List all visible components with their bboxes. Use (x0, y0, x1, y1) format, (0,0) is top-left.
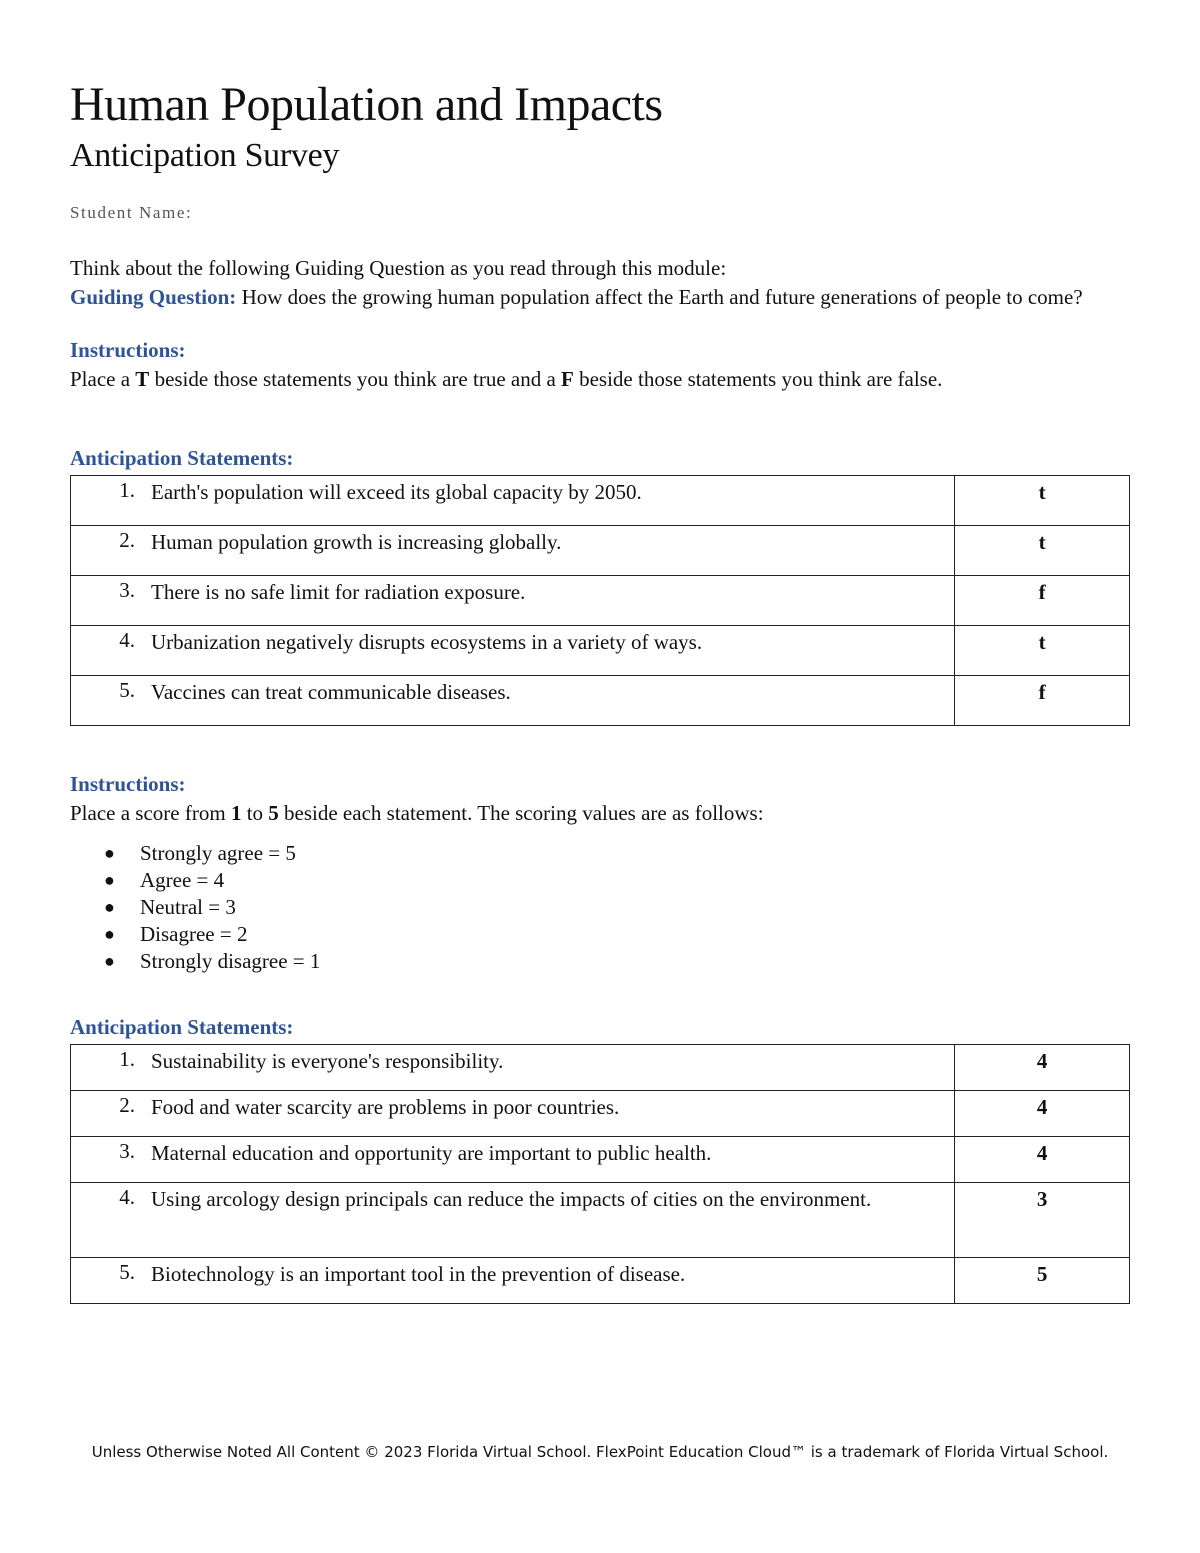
answer-cell[interactable]: 3 (955, 1183, 1130, 1258)
statement-text: Vaccines can treat communicable diseases. (151, 680, 511, 704)
bullet-icon: ● (104, 951, 115, 971)
instructions-text-1 (70, 365, 1130, 394)
guiding-intro: Think about the following Guiding Question as you read through this module: (70, 256, 727, 280)
statement-number: 1. (119, 1047, 135, 1071)
statement (71, 578, 946, 607)
instr1-part: beside those statements you think are false. (573, 367, 943, 391)
instr1-bold-f: F (561, 367, 574, 391)
answer-cell[interactable]: t (955, 476, 1130, 526)
table-row (71, 626, 1130, 676)
answer-cell[interactable]: t (955, 526, 1130, 576)
list-item (70, 948, 1130, 975)
instr2-part: to (241, 801, 269, 825)
statements-heading-1: Anticipation Statements: (70, 446, 294, 470)
list-item (70, 867, 1130, 894)
statements-heading-2: Anticipation Statements: (70, 1015, 294, 1039)
statement-cell (71, 1258, 955, 1304)
guiding-question (70, 283, 1130, 312)
statement-text: Maternal education and opportunity are important to public health. (151, 1141, 712, 1165)
score-label: Strongly agree = 5 (140, 841, 296, 865)
table-row (71, 1137, 1130, 1183)
table-row (71, 676, 1130, 726)
statement-cell (71, 1137, 955, 1183)
table-row (71, 1091, 1130, 1137)
statement (71, 628, 946, 657)
statement-number: 5. (119, 1260, 135, 1284)
true-false-table (70, 475, 1130, 726)
footer-copyright: Unless Otherwise Noted All Content © 2023 Florida Virtual School. FlexPoint Education Cloud™ is a trademark of Florida Virtual School. (91, 1443, 1109, 1461)
table-row (71, 526, 1130, 576)
statement-text: Human population growth is increasing globally. (151, 530, 562, 554)
instructions-heading-1: Instructions: (70, 338, 186, 362)
table-row (71, 476, 1130, 526)
answer-cell[interactable]: 4 (955, 1045, 1130, 1091)
document-title: Human Population and Impacts (70, 78, 663, 131)
statement-cell (71, 1045, 955, 1091)
table-row (71, 576, 1130, 626)
score-label: Strongly disagree = 1 (140, 949, 321, 973)
statement-text: Sustainability is everyone's responsibility. (151, 1049, 504, 1073)
guiding-question-label: Guiding Question: (70, 285, 237, 309)
statement-number: 4. (119, 628, 135, 652)
statement (71, 1185, 946, 1214)
score-table (70, 1044, 1130, 1304)
instr2-part: beside each statement. The scoring values are as follows: (278, 801, 764, 825)
statement-number: 1. (119, 478, 135, 502)
list-item (70, 894, 1130, 921)
answer-cell[interactable]: f (955, 676, 1130, 726)
bullet-icon: ● (104, 870, 115, 890)
statement (71, 1260, 946, 1289)
statement-cell (71, 1183, 955, 1258)
statement-number: 4. (119, 1185, 135, 1209)
instructions-text-2 (70, 799, 1130, 828)
statement-cell (71, 476, 955, 526)
statement-text: Earth's population will exceed its global capacity by 2050. (151, 480, 642, 504)
instr1-part: Place a (70, 367, 136, 391)
statement (71, 1139, 946, 1168)
statement-number: 5. (119, 678, 135, 702)
answer-cell[interactable]: 4 (955, 1091, 1130, 1137)
statement (71, 528, 946, 557)
statement-cell (71, 676, 955, 726)
bullet-icon: ● (104, 897, 115, 917)
bullet-icon: ● (104, 924, 115, 944)
instr1-bold-t: T (135, 367, 150, 391)
statement (71, 1093, 946, 1122)
statement-number: 3. (119, 578, 135, 602)
list-item (70, 921, 1130, 948)
statement-text: Urbanization negatively disrupts ecosystems in a variety of ways. (151, 630, 703, 654)
statement-cell (71, 1091, 955, 1137)
instr1-part: beside those statements you think are true and a (149, 367, 562, 391)
instr2-bold-min: 1 (230, 801, 242, 825)
answer-cell[interactable]: t (955, 626, 1130, 676)
document-page (70, 78, 1130, 1304)
instructions-heading-2: Instructions: (70, 772, 186, 796)
statement-number: 2. (119, 528, 135, 552)
statement-text: There is no safe limit for radiation exposure. (151, 580, 526, 604)
table-row (71, 1258, 1130, 1304)
score-label: Agree = 4 (140, 868, 225, 892)
statement-cell (71, 576, 955, 626)
statement-text: Biotechnology is an important tool in the prevention of disease. (151, 1262, 686, 1286)
statement-text: Using arcology design principals can reduce the impacts of cities on the environment. (151, 1187, 872, 1211)
instr2-bold-max: 5 (268, 801, 279, 825)
statement-number: 3. (119, 1139, 135, 1163)
statement (71, 478, 946, 507)
instr2-part: Place a score from (70, 801, 231, 825)
answer-cell[interactable]: 5 (955, 1258, 1130, 1304)
document-subtitle: Anticipation Survey (70, 137, 340, 174)
statement (71, 1047, 946, 1076)
statement-text: Food and water scarcity are problems in poor countries. (151, 1095, 620, 1119)
score-label: Disagree = 2 (140, 922, 248, 946)
statement-cell (71, 526, 955, 576)
scoring-list (70, 840, 1130, 975)
statement-number: 2. (119, 1093, 135, 1117)
table-row (71, 1183, 1130, 1258)
score-label: Neutral = 3 (140, 895, 236, 919)
answer-cell[interactable]: 4 (955, 1137, 1130, 1183)
student-name-label: Student Name: (70, 203, 193, 222)
statement-cell (71, 626, 955, 676)
bullet-icon: ● (104, 843, 115, 863)
guiding-question-text: How does the growing human population affect the Earth and future generations of people to come? (241, 285, 1083, 309)
answer-cell[interactable]: f (955, 576, 1130, 626)
table-row (71, 1045, 1130, 1091)
list-item (70, 840, 1130, 867)
statement (71, 678, 946, 707)
